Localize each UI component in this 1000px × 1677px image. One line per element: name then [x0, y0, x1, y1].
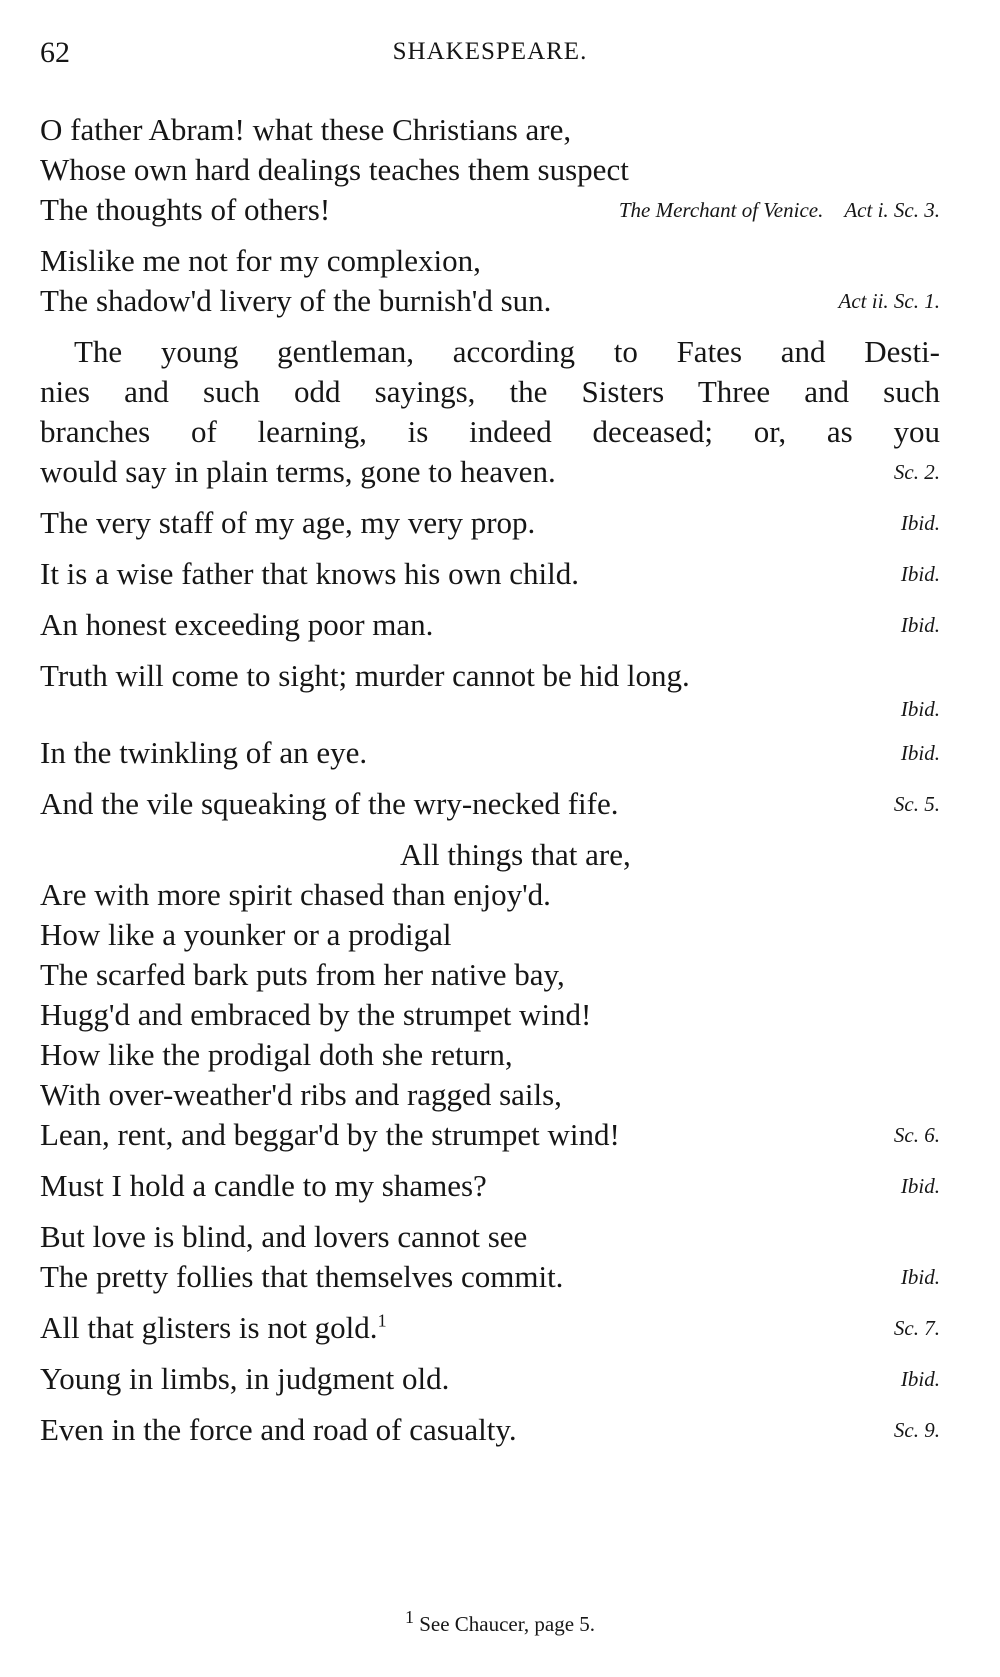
quote-line: How like the prodigal doth she return,: [40, 1037, 513, 1072]
quote-line-text: The pretty follies that themselves commit.: [40, 1259, 564, 1294]
quote-line-text: An honest exceeding poor man.: [40, 607, 434, 642]
citation: Ibid.: [900, 562, 940, 586]
quote-11: [40, 1166, 940, 1206]
quote-line: [40, 554, 940, 594]
quote-line-text: Young in limbs, in judgment old.: [40, 1361, 450, 1396]
quote-7: [40, 656, 940, 722]
quote-line: With over-weather'd ribs and ragged sails,: [40, 1077, 562, 1112]
citation: Sc. 2.: [893, 460, 940, 484]
quote-line-text: And the vile squeaking of the wry-necked fife.: [40, 786, 619, 821]
quote-line-text: In the twinkling of an eye.: [40, 735, 368, 770]
page-header: [40, 36, 940, 76]
quote-12: [40, 1217, 940, 1297]
quote-line: [40, 452, 940, 492]
quote-line: All things that are,: [400, 837, 631, 872]
citation: Ibid.: [900, 1174, 940, 1198]
citation: Ibid.: [900, 511, 940, 535]
quote-14: [40, 1359, 940, 1399]
citation-work: The Merchant of Venice.: [618, 198, 824, 222]
quote-line: [40, 1308, 940, 1348]
quote-line: [40, 784, 940, 824]
citation: Sc. 6.: [893, 1123, 940, 1147]
page-number: 62: [40, 36, 70, 69]
quote-2: [40, 241, 940, 321]
quotation-list: [40, 110, 940, 1461]
quote-8: [40, 733, 940, 773]
quote-line: [40, 605, 940, 645]
quote-line: [40, 1115, 940, 1155]
quote-1: [40, 110, 940, 230]
quote-line-text: Lean, rent, and beggar'd by the strumpet wind!: [40, 1117, 620, 1152]
quote-13: [40, 1308, 940, 1348]
quote-4: [40, 503, 940, 543]
quote-line: [40, 1359, 940, 1399]
citation: Ibid.: [900, 613, 940, 637]
quote-line: [40, 190, 940, 230]
quote-line: [40, 503, 940, 543]
quote-6: [40, 605, 940, 645]
quote-line-text: It is a wise father that knows his own child.: [40, 556, 579, 591]
quote-3: [40, 332, 940, 492]
quote-line: nies and such odd sayings, the Sisters Three and such: [40, 374, 940, 409]
footnote-text: See Chaucer, page 5.: [419, 1612, 596, 1636]
quote-line: How like a younker or a prodigal: [40, 917, 452, 952]
running-title: SHAKESPEARE.: [392, 38, 588, 65]
quote-line-text: would say in plain terms, gone to heaven.: [40, 454, 556, 489]
quote-line-text: All that glisters is not gold.: [40, 1310, 378, 1345]
quote-line: O father Abram! what these Christians are,: [40, 112, 572, 147]
citation-location: Act i. Sc. 3.: [844, 198, 940, 222]
citation: Sc. 5.: [893, 792, 940, 816]
quote-line: But love is blind, and lovers cannot see: [40, 1219, 528, 1254]
quote-line-text: Must I hold a candle to my shames?: [40, 1168, 487, 1203]
quote-10: [40, 835, 940, 1155]
quote-5: [40, 554, 940, 594]
citation: Act ii. Sc. 1.: [838, 289, 940, 313]
quote-line: [40, 281, 940, 321]
quote-line-text: The shadow'd livery of the burnish'd sun.: [40, 283, 552, 318]
quote-line-text: The very staff of my age, my very prop.: [40, 505, 536, 540]
footnote-marker[interactable]: 1: [377, 1310, 387, 1331]
citation: Ibid.: [900, 741, 940, 765]
quote-line: Whose own hard dealings teaches them suspect: [40, 152, 629, 187]
citation: Ibid.: [900, 1265, 940, 1289]
footnote-number: 1: [404, 1607, 414, 1627]
quote-line: branches of learning, is indeed deceased; or, as you: [40, 414, 940, 449]
citation: Ibid.: [900, 697, 940, 721]
footnote: [0, 1607, 1000, 1637]
quote-9: [40, 784, 940, 824]
quote-15: [40, 1410, 940, 1450]
quote-line-text: The thoughts of others!: [40, 192, 331, 227]
quote-line: [40, 733, 940, 773]
quote-line: [40, 1166, 940, 1206]
quote-line: The young gentleman, according to Fates and Desti-: [74, 334, 940, 369]
quote-line-text: Even in the force and road of casualty.: [40, 1412, 517, 1447]
quote-line: Are with more spirit chased than enjoy'd.: [40, 877, 551, 912]
citation: Sc. 7.: [893, 1316, 940, 1340]
quote-line: Mislike me not for my complexion,: [40, 243, 481, 278]
citation: Ibid.: [900, 1367, 940, 1391]
citation: Sc. 9.: [893, 1418, 940, 1442]
quote-line: Truth will come to sight; murder cannot be hid long.: [40, 658, 690, 693]
quote-line: [40, 1257, 940, 1297]
quote-line: [40, 1410, 940, 1450]
quote-line: Hugg'd and embraced by the strumpet wind!: [40, 997, 592, 1032]
quote-line: The scarfed bark puts from her native bay,: [40, 957, 565, 992]
citation: [619, 190, 940, 230]
